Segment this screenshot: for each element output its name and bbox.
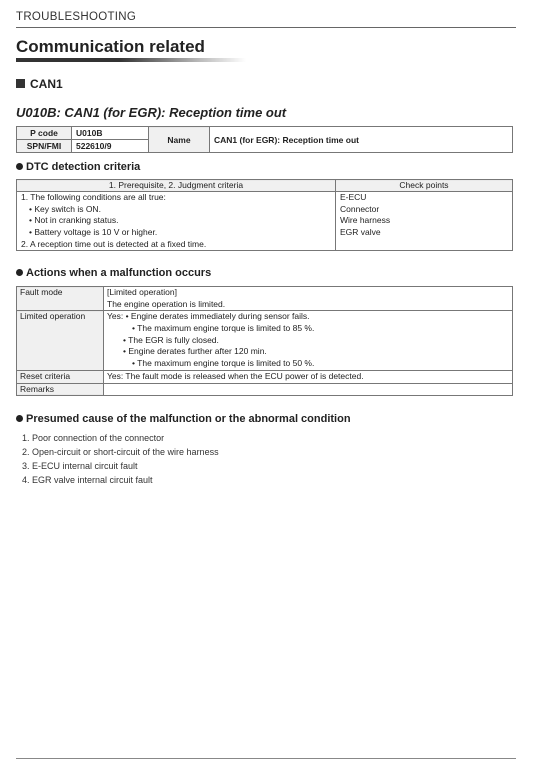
header-divider (16, 27, 516, 28)
causes-heading-label: Presumed cause of the malfunction or the abnormal condition (26, 413, 351, 425)
detection-heading (16, 161, 140, 173)
criteria-line: • Key switch is ON. (29, 203, 101, 214)
spnfmi-label: SPN/FMI (17, 140, 72, 153)
criteria-cell (17, 192, 336, 251)
limited-operation-label (17, 311, 104, 370)
dtc-code-table (16, 126, 513, 153)
fault-mode-line: The engine operation is limited. (107, 298, 226, 309)
checkpoints-column-header: Check points (336, 180, 513, 192)
circle-bullet-icon (16, 269, 23, 276)
limited-line: • Engine derates further after 120 min. (123, 346, 267, 357)
criteria-column-header: 1. Prerequisite, 2. Judgment criteria (17, 180, 336, 192)
circle-bullet-icon (16, 415, 23, 422)
actions-table (16, 286, 513, 396)
criteria-line: 2. A reception time out is detected at a fixed time. (21, 238, 207, 249)
pcode-value: U010B (72, 127, 149, 140)
remarks-label (17, 383, 104, 396)
reset-criteria-value: Yes: The fault mode is released when the ECU power of is detected. (107, 370, 364, 381)
detection-heading-label: DTC detection criteria (26, 161, 141, 173)
criteria-line: • Battery voltage is 10 V or higher. (29, 227, 158, 238)
limited-line: • The maximum engine torque is limited to 85 %. (132, 323, 315, 334)
checkpoint-item: Wire harness (340, 215, 391, 226)
square-bullet-icon (16, 79, 25, 88)
detection-criteria-table (16, 179, 513, 251)
criteria-line: • Not in cranking status. (29, 215, 119, 226)
cause-item: 2. Open-circuit or short-circuit of the wire harness (22, 447, 219, 457)
cause-item: 1. Poor connection of the connector (22, 433, 165, 443)
limited-operation-label-text: Limited operation (20, 311, 86, 322)
page-header: TROUBLESHOOTING (16, 11, 137, 23)
actions-heading (16, 267, 211, 279)
remarks-cell (104, 383, 513, 396)
limited-line: • The maximum engine torque is limited to 50 %. (132, 358, 315, 369)
fault-mode-label-text: Fault mode (20, 287, 63, 297)
section-underline (16, 58, 246, 62)
actions-heading-label: Actions when a malfunction occurs (26, 267, 212, 279)
spnfmi-value: 522610/9 (72, 140, 149, 153)
checkpoints-cell (336, 192, 513, 251)
checkpoint-item: EGR valve (340, 227, 381, 238)
remarks-value (107, 384, 509, 396)
remarks-label-text: Remarks (20, 383, 55, 394)
criteria-line: 1. The following conditions are all true: (21, 192, 166, 202)
causes-list (22, 431, 219, 487)
fault-mode-line: [Limited operation] (107, 287, 177, 297)
circle-bullet-icon (16, 163, 23, 170)
checkpoint-item: Connector (340, 203, 380, 214)
checkpoint-item: E-ECU (340, 192, 367, 202)
fault-mode-cell (104, 287, 513, 311)
fault-mode-label (17, 287, 104, 311)
limited-operation-cell (104, 311, 513, 370)
reset-criteria-label-text: Reset criteria (20, 370, 71, 381)
subsection-label: CAN1 (30, 77, 63, 91)
subsection-title (16, 77, 63, 91)
name-value: CAN1 (for EGR): Reception time out (210, 127, 513, 153)
reset-criteria-label (17, 370, 104, 383)
limited-line: Yes: • Engine derates immediately during sensor fails. (107, 311, 310, 322)
pcode-label: P code (17, 127, 72, 140)
cause-item: 4. EGR valve internal circuit fault (22, 475, 153, 485)
cause-item: 3. E-ECU internal circuit fault (22, 461, 138, 471)
footer-divider (16, 758, 516, 759)
causes-heading (16, 413, 351, 425)
dtc-title: U010B: CAN1 (for EGR): Reception time out (16, 105, 287, 120)
section-title: Communication related (16, 37, 205, 56)
name-label: Name (149, 127, 210, 153)
reset-criteria-cell (104, 370, 513, 383)
limited-line: • The EGR is fully closed. (123, 334, 219, 345)
